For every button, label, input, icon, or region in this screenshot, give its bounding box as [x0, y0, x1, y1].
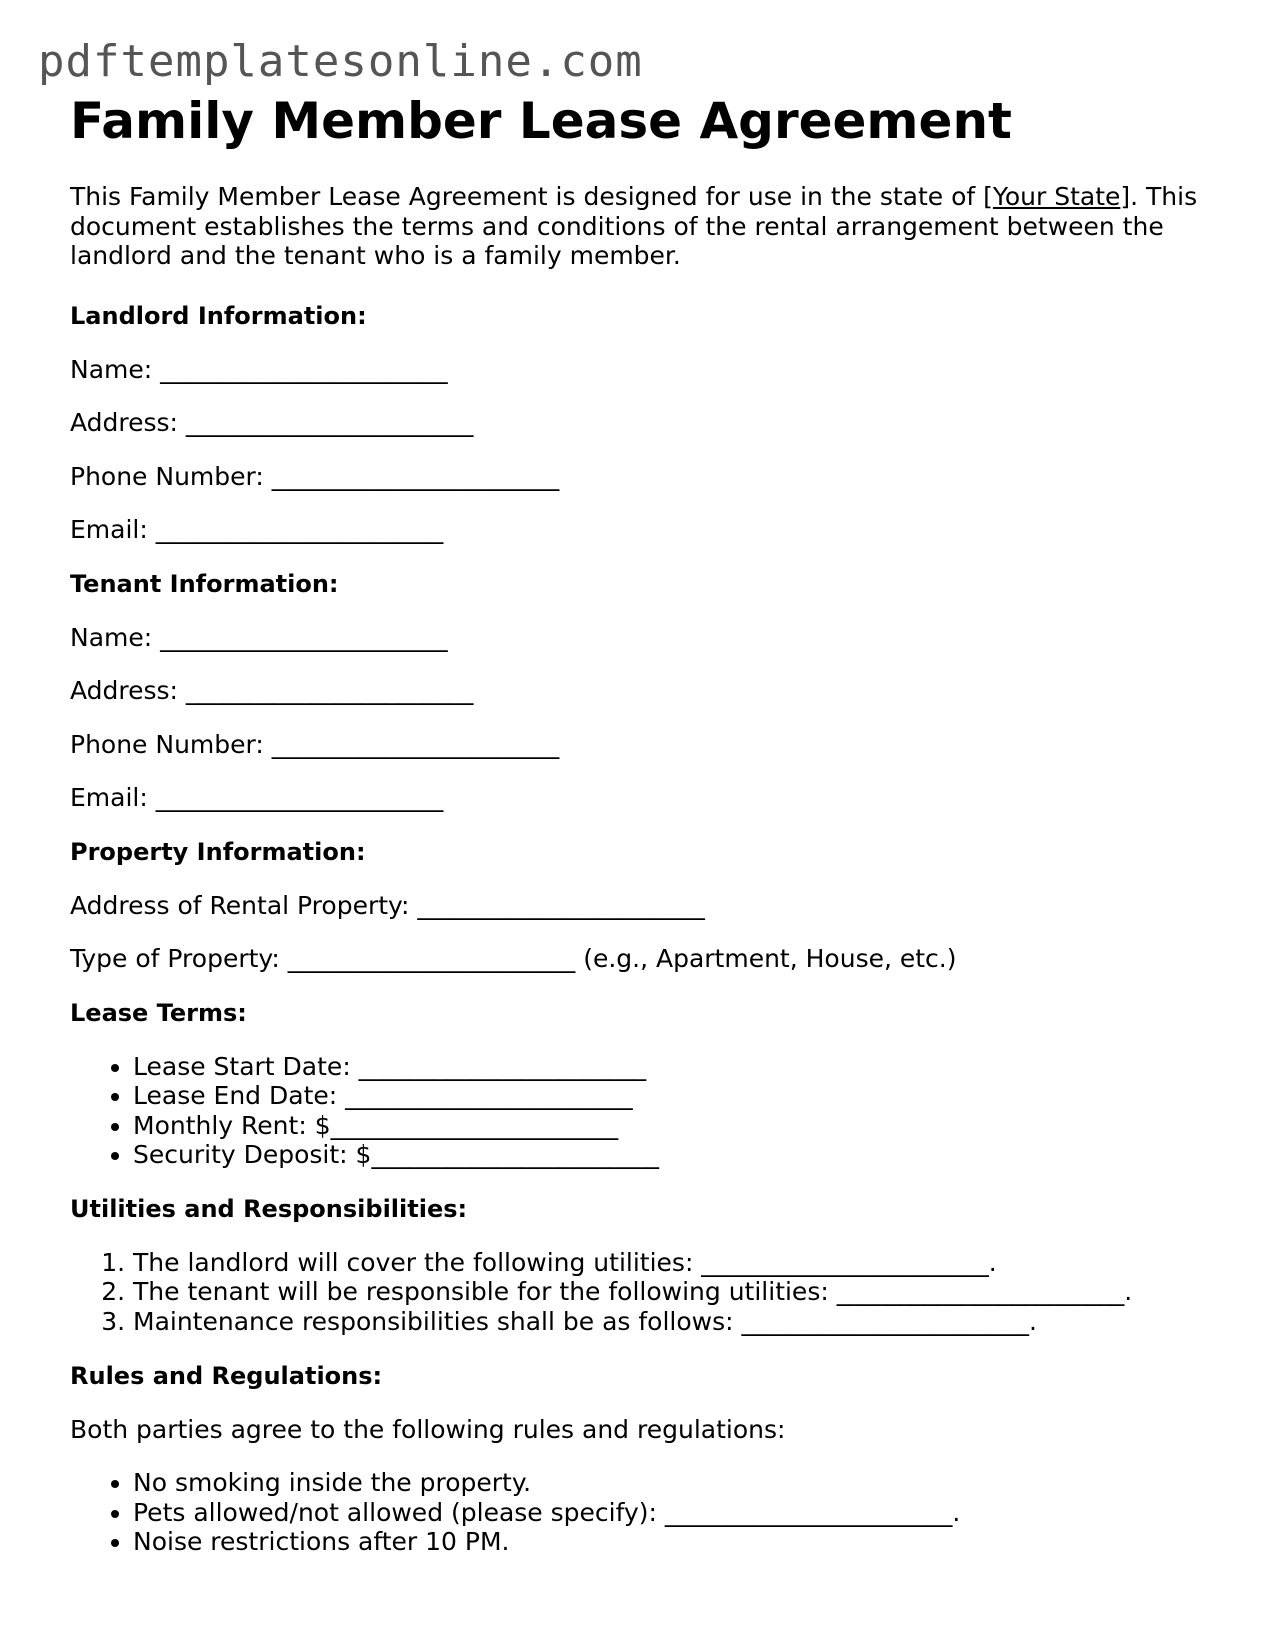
lease-end-date-item: • Lease End Date: _______________________ — [133, 1081, 1220, 1111]
tenant-utilities-item: 2. The tenant will be responsible for the following utilities: _______________________. — [133, 1277, 1220, 1307]
property-address-field: Address of Rental Property: _______________________ — [70, 890, 705, 920]
intro-paragraph — [70, 182, 1220, 271]
tenant-address-field: Address: _______________________ — [70, 676, 474, 705]
property-type-field: Type of Property: _______________________ (e.g., Apartment, House, etc.) — [70, 944, 957, 973]
landlord-name-field: Name: _______________________ — [70, 354, 448, 384]
lease-start-date-item: • Lease Start Date: _______________________ — [133, 1052, 1220, 1082]
tenant-heading: Tenant Information: — [70, 569, 339, 598]
document-title: Family Member Lease Agreement — [70, 92, 1012, 150]
pets-item: • Pets allowed/not allowed (please specify): _______________________. — [133, 1498, 1220, 1528]
rules-intro: Both parties agree to the following rules and regulations: — [70, 1414, 786, 1444]
landlord-utilities-item: 1. The landlord will cover the following utilities: _______________________. — [133, 1248, 1220, 1278]
lease-terms-list — [70, 1052, 1220, 1170]
tenant-phone-field: Phone Number: _______________________ — [70, 729, 560, 759]
rules-list — [70, 1468, 1220, 1557]
security-deposit-item: • Security Deposit: $_______________________ — [133, 1140, 1220, 1170]
monthly-rent-item: • Monthly Rent: $_______________________ — [133, 1111, 1220, 1141]
utilities-list — [70, 1248, 1220, 1337]
landlord-address-field: Address: _______________________ — [70, 408, 474, 437]
utilities-heading: Utilities and Responsibilities: — [70, 1194, 468, 1223]
no-smoking-item: • No smoking inside the property. — [133, 1468, 1220, 1498]
noise-item: • Noise restrictions after 10 PM. — [133, 1527, 1220, 1557]
maintenance-item: 3. Maintenance responsibilities shall be as follows: _______________________. — [133, 1307, 1220, 1337]
lease-terms-heading: Lease Terms: — [70, 998, 247, 1027]
state-placeholder: Your State — [992, 182, 1121, 211]
landlord-email-field: Email: _______________________ — [70, 515, 444, 544]
tenant-email-field: Email: _______________________ — [70, 783, 444, 812]
rules-heading: Rules and Regulations: — [70, 1361, 383, 1390]
landlord-heading: Landlord Information: — [70, 301, 367, 330]
document-body — [70, 92, 1220, 1557]
tenant-name-field: Name: _______________________ — [70, 622, 448, 652]
landlord-phone-field: Phone Number: _______________________ — [70, 461, 560, 491]
watermark: pdftemplatesonline.com — [38, 36, 643, 87]
intro-text-after: ]. This document establishes the terms and conditions of the rental arrangement between the landlord and the tenant who is a family member. — [70, 182, 1198, 270]
property-heading: Property Information: — [70, 837, 366, 866]
intro-text-before: This Family Member Lease Agreement is designed for use in the state of [ — [70, 182, 993, 211]
